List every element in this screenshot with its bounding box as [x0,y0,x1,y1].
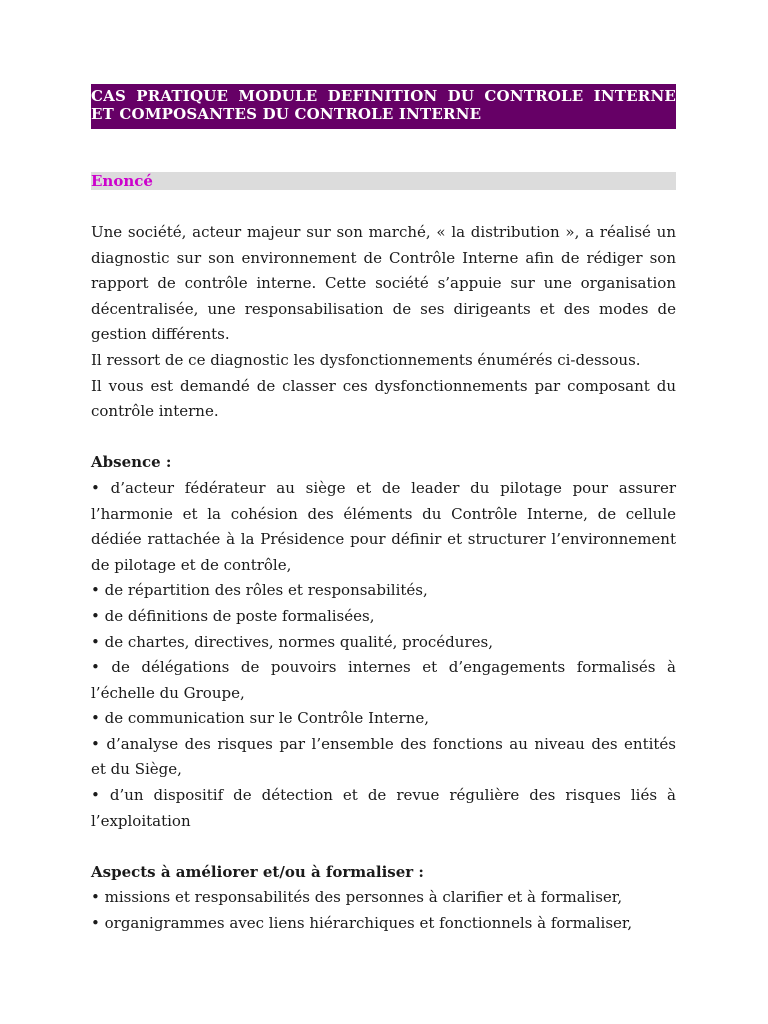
intro-paragraph-1: Une société, acteur majeur sur son marché, « la distribution », a réalisé un diagnostic sur son environnement de Contrôle Interne afin de rédiger son rapport de contrôle interne. Cette société s’appuie sur une organisation décentralisée, une responsabilisation de ses dirigeants et des modes de gestion différents. [91,223,676,344]
absence-item: • d’acteur fédérateur au siège et de leader du pilotage pour assurer l’harmonie et la cohésion des éléments du Contrôle Interne, de cellule dédiée rattachée à la Présidence pour définir et structurer l’environnement de pilotage et de contrôle, [91,478,676,574]
intro-paragraph-3: Il vous est demandé de classer ces dysfonctionnements par composant du contrôle interne. [91,376,676,421]
absence-item: • d’analyse des risques par l’ensemble des fonctions au niveau des entités et du Siège, [91,734,676,779]
absence-item: • d’un dispositif de détection et de revue régulière des risques liés à l’exploitation [91,786,676,830]
intro-paragraph-2: Il ressort de ce diagnostic les dysfonctionnements énumérés ci-dessous. [91,350,641,369]
title-line-2: ET COMPOSANTES DU CONTROLE INTERNE [91,105,482,123]
absence-heading: Absence : [91,453,172,472]
aspects-heading: Aspects à améliorer et/ou à formaliser : [91,862,424,881]
section-label: Enoncé [91,172,153,190]
aspects-block [91,860,676,937]
title-banner [91,84,676,129]
absence-item: • de délégations de pouvoirs internes et d’engagements formalisés à l’échelle du Groupe, [91,658,676,702]
aspects-item: • organigrammes avec liens hiérarchiques et fonctionnels à formaliser, [91,914,633,933]
document-body [91,84,676,962]
absence-block [91,450,676,834]
title-line-1: CAS PRATIQUE MODULE DEFINITION DU CONTROLE INTERNE [91,87,676,105]
section-heading-enonce [91,172,676,190]
absence-item: • de communication sur le Contrôle Interne, [91,709,430,728]
intro-block [91,220,676,425]
aspects-item: • missions et responsabilités des personnes à clarifier et à formaliser, [91,888,623,907]
absence-item: • de répartition des rôles et responsabilités, [91,581,428,600]
absence-item: • de définitions de poste formalisées, [91,606,375,625]
absence-item: • de chartes, directives, normes qualité, procédures, [91,632,493,651]
